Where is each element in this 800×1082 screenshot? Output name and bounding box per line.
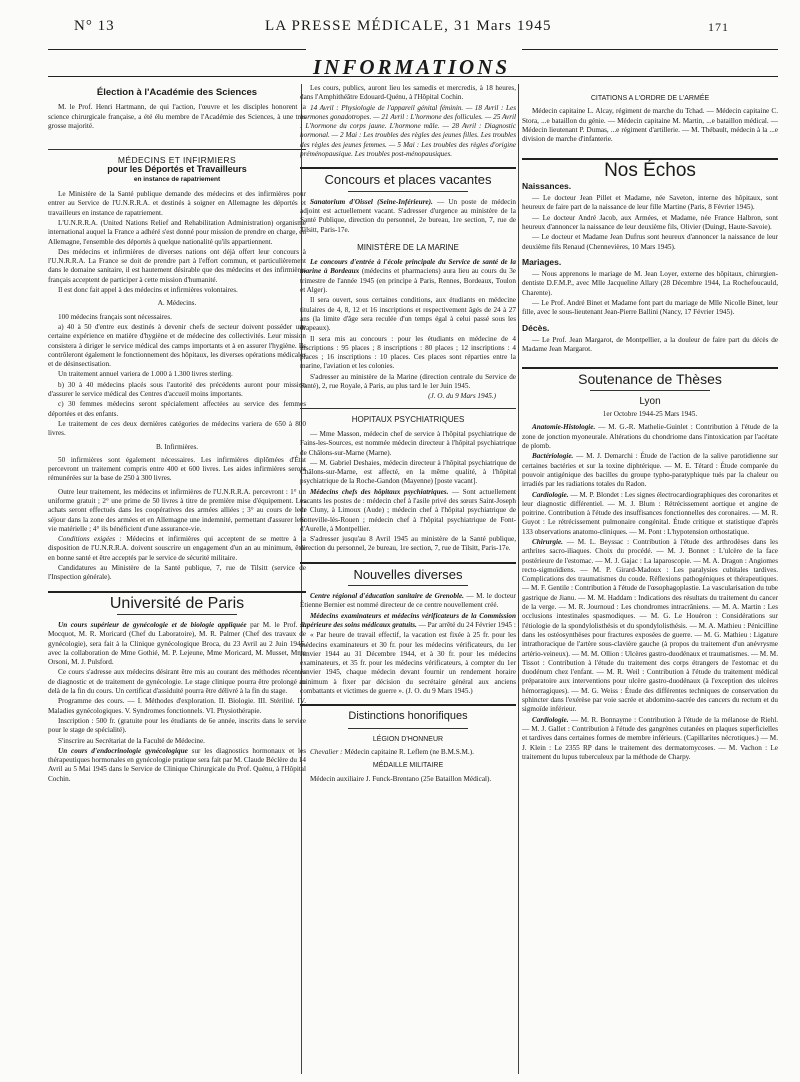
paragraph [48, 621, 306, 667]
echos-heading: Nos Échos [604, 160, 696, 182]
hopitaux-heading: HOPITAUX PSYCHIATRIQUES [351, 414, 465, 424]
theses-heading: Soutenance de Thèses [578, 370, 722, 387]
lead: Anatomie-Histologie. [532, 423, 596, 432]
paragraph [522, 491, 778, 537]
column-left [48, 84, 306, 1074]
text: Médecins et infirmières qui acceptent de se mettre à la disposition de l'U.N.R.R.A. doivent souscrire un engagement d'un an au minimum, être en bonne santé et être acceptés par le service de sécurité militaire. [48, 535, 306, 562]
paragraph: Médecin capitaine L. Alcay, régiment de marche du Tchad. — Médecin capitaine C. Stora, ...e bataillon du génie. — Médecin capitaine M. Martin, ...e bataillon médical. — Médecin lieutenant P. Dumas, ...e régiment d'artillerie. — M. Thébault, médecin à la ...e division de marche d'infanterie. [522, 107, 778, 144]
concours-heading: Concours et places vacantes [324, 172, 492, 188]
medecins-subheading: pour les Déportés et Travailleurs [107, 164, 247, 175]
divider [117, 614, 237, 615]
divider [522, 367, 778, 369]
paragraph [522, 538, 778, 715]
paragraph: — Nous apprenons le mariage de M. Jean Loyer, externe des hôpitaux, chirurgien-dentiste D.F.M.P., avec Mlle Jacqueline Allary (28 Décembre 1944, La Rochefoucauld, Charente). [522, 270, 778, 297]
subsection-label: B. Infirmières. [155, 442, 199, 451]
text: — M. P. Blondet : Les signes électrocardiographiques des coronarites et leur diagnostic différentiel. — M. J. Blum : Rétrécissement aortique et angine de poitrine. Contribution à l'étude des insuffisances fonctionnelles des coronaires. — M. R. Guyot : Le rétrécissement pulmonaire congénital. Étude critique et statistique d'après 133 observations anatomo-cliniques. — M. Pont : L'hypotension orthostatique. [522, 490, 778, 536]
lead: Médecins examinateurs et médecins vérificateurs de la Commission supérieure des soins médicaux gratuits. [300, 611, 516, 629]
paragraph: 100 médecins français sont nécessaires. [58, 312, 172, 321]
text: — Par arrêté du 24 Février 1945 : [416, 620, 516, 629]
lead: Chirurgie. [532, 537, 563, 546]
lead: Médecins chefs des hôpitaux psychiatriques. [310, 487, 449, 496]
lead: Un cours supérieur de gynécologie et de biologie appliquée [58, 620, 247, 629]
paragraph [300, 198, 516, 235]
divider [48, 149, 306, 150]
lead: Le concours d'entrée à l'école principale du Service de santé de la marine à Bordeaux [300, 258, 516, 276]
paragraph: Outre leur traitement, les médecins et infirmières de l'U.N.R.R.A. percevront : 1° un uniforme gratuit ; 2° une prime de 50 livres à titre de première mise d'équipement. Les achats seront effectués dans les coopératives des armées alliées ; 3° au cours de leur séjour dans la zone des armées et en Allemagne une indemnité, permettant d'assurer leur vie matérielle ; 4° ils bénéficient d'une assurance-vie. [48, 487, 306, 533]
marine-heading: MINISTÈRE DE LA MARINE [357, 242, 459, 252]
paragraph [300, 488, 516, 534]
paragraph: — Le docteur Jean Pillet et Madame, née Saveton, interne des hôpitaux, sont heureux de faire part de la naissance de leur fille Martine (Paris, 8 Février 1945). [522, 194, 778, 212]
divider [48, 591, 306, 593]
legion-heading: LÉGION D'HONNEUR [372, 735, 444, 743]
issue-number: N° 13 [74, 18, 115, 34]
divider [348, 585, 468, 586]
paragraph [48, 535, 306, 563]
text: (médecins et pharmaciens) aura lieu au cours du 3e trimestre de l'année 1945 (en principe à Paris, Rennes, Bordeaux, Toulon et Alger). [300, 267, 516, 295]
lead: Bactériologie. [532, 452, 574, 461]
lead: Cardiologie. [532, 490, 569, 499]
column-middle [300, 84, 516, 1074]
paragraph: Il sera ouvert, sous certaines conditions, aux étudiants en médecine titulaires de 4, 8, 12 et 16 inscriptions et respectivement âgés de 24 à 27 ans (la limite d'âge sera reculée d'un temps égal à celui passé sous les drapeaux). [300, 296, 516, 333]
citations-heading: CITATIONS A L'ORDRE DE L'ARMÉE [590, 95, 710, 102]
paragraph: L'U.N.R.R.A. (United Nations Relief and Rehabilitation Administration) organisme international auquel la France a adhéré s'est donné pour mission de prendre en charge, en Allemagne, l'ensemble des déportés à quelque nationalité qu'ils appartiennent. [48, 218, 306, 246]
divider [348, 191, 468, 192]
paragraph: a) 40 à 50 d'entre eux destinés à devenir chefs de secteur doivent posséder une certaine expérience en matière d'hygiène et de médecine des collectivités. Leur mission consistera à diriger le service médical des camps importants et à en assurer l'hygiène. Ils contrôleront également le fonctionnement des hôpitaux, les diverses opérations médicales et de désinsectisation. [48, 322, 306, 369]
title-rule-left [48, 49, 306, 50]
paragraph [300, 592, 516, 611]
paragraph: Inscription : 500 fr. (gratuite pour les étudiants de 6e année, inscrits dans le service pour le stage de spécialité). [48, 716, 306, 735]
mariages-heading: Mariages. [522, 256, 562, 267]
divider [590, 390, 710, 391]
text: — M. J. Demarchi : Étude de l'action de la salive parotidienne sur certaines bactéries et sur la toxine diphtérique. — M. E. Tétard : Étude comparée du pouvoir antigénique des bacilles du groupe typho-paratyphique tués par la chaleur ou irradiés par les radiations totales du Radon. [522, 452, 778, 489]
lead: Un cours d'endocrinologie gynécologique [58, 746, 188, 755]
theses-dates: 1er Octobre 1944-25 Mars 1945. [602, 410, 698, 419]
paragraph: — Le docteur et Madame Jean Dufrus sont heureux d'annoncer la naissance de leur deuxième fils Renaud (Chennevières, 10 Mars 1945). [522, 233, 778, 251]
paragraph [48, 747, 306, 784]
paragraph: « Par heure de travail effectif, la vacation est fixée à 25 fr. pour les médecins examinateurs et 30 fr. pour les médecins vérificateurs, du 1er Janvier 1944 au 31 Décembre 1944, et à 30 fr. pour les médecins examinateurs, et 35 fr. pour les médecins vérificateurs, à compter du 1er Janvier 1945, chaque médecin devant fournir un rendement horaire minimum à fixer par décision du secrétaire général aux anciens combattants et victimes de guerre ». (J. O. du 9 Mars 1945.) [300, 631, 516, 696]
text: Médecin capitaine R. Leflem (ne B.M.S.M.). [342, 747, 474, 756]
paragraph: Des médecins et infirmières de diverses nations ont déjà offert leur concours à l'U.N.R.R.A. La France se doit de prendre part à l'effort commun, et particulièrement dans le domaine sanitaire, il est hautement désirable que des médecins et des infirmières français acceptent de participer à cette mission d'humanité. [48, 247, 306, 284]
paragraph: Les cours, publics, auront lieu les samedis et mercredis, à 18 heures, dans l'Amphithéâtre Edouard-Quénu, à l'Hôpital Cochin. [300, 84, 516, 102]
paragraph: — Le Prof. André Binet et Madame font part du mariage de Mlle Nicolle Binet, leur fille, avec le sous-lieutenant Jean-Pierre Ballini (Nancy, 17 Février 1945). [522, 299, 778, 317]
medecins-heading: MÉDECINS ET INFIRMIERS [117, 155, 237, 166]
paragraph: S'inscrire au Secrétariat de la Faculté de Médecine. [58, 736, 205, 745]
lead: Cardiologie. [532, 715, 569, 724]
divider [300, 704, 516, 706]
paragraph [300, 748, 516, 757]
paragraph: 14 Avril : Physiologie de l'appareil génital féminin. — 18 Avril : Les hormones gonadotropes. — 21 Avril : L'hormone des follicules. — 25 Avril : L'hormone du corps jaune. L'hormone mâle. — 28 Avril : Diagnostic hormonal. — 2 Mai : Les troubles des règles des jeunes filles. Les troubles des règles des jeunes femmes. — 5 Mai : Les troubles des règles d'origine préménopausique. Les troubles post-ménopausiques. [300, 103, 516, 159]
paragraph: Programme des cours. — I. Méthodes d'exploration. II. Biologie. III. Stérilité. IV. Maladies gynécologiques. V. Syndromes fonctionnels. VI. Physiothérapie. [48, 697, 306, 715]
paragraph: S'adresser au ministère de la Marine (direction centrale du Service de Santé), 2, rue Royale, à Paris, au plus tard le 1er Juin 1945. [300, 372, 516, 391]
lead: Chevalier : [310, 747, 343, 756]
distinctions-heading: Distinctions honorifiques [348, 710, 468, 723]
source-note: (J. O. du 9 Mars 1945.) [428, 392, 496, 401]
lead: Centre régional d'éducation sanitaire de Grenoble. [310, 592, 464, 601]
text: — M. G.-R. Mathelie-Guinlet : Contribution à l'étude de la zone de jonction myoneurale. Altérations du chondriome dans l'intoxication par l'acétate de plomb. [522, 423, 778, 451]
academie-heading: Élection à l'Académie des Sciences [96, 87, 258, 98]
paragraph: Il est donc fait appel à des médecins et infirmières volontaires. [58, 286, 238, 295]
text: — Un poste de médecin adjoint est actuellement vacant. S'adresser d'urgence au ministère de la Santé Publique, direction du personnel, 2e bureau, 1re section, 7, rue de Tilsitt, Paris-17e. [300, 197, 516, 234]
paragraph: — M. Gabriel Deshaies, médecin directeur à l'hôpital psychiatrique de Châlons-sur-Marne, est affecté, en la même qualité, à l'hôpital psychiatrique de la Roche-Gandon (Mayenne) [poste vacant]. [300, 458, 516, 486]
universite-heading: Université de Paris [109, 594, 245, 612]
paragraph: Candidatures au Ministère de la Santé publique, 7, rue de Tilsitt (service de l'Inspection générale). [48, 564, 306, 582]
academie-text: M. le Prof. Henri Hartmann, de qui l'action, l'œuvre et les disciples honorent la science chirurgicale française, a été élu membre de l'Académie des Sciences, à une très grosse majorité. [48, 103, 306, 130]
text: — M. R. Bonnayme : Contribution à l'étude de la mélanose de Riehl. — M. J. Gallet : Contribution à l'étude des gangrènes cutanées en plaques superficielles et tardives dans certaines formes de membre inférieurs. (Capillarites nécrotiques.) — M. J. Klein : Le 2355 RP dans le traitement des dermatomycoses. — M. Vachon : Le traitement du lupus tuberculeux par la méthode de Charpy. [522, 715, 778, 761]
divider [348, 728, 468, 729]
paragraph: b) 30 à 40 médecins placés sous l'autorité des précédents auront pour mission d'assurer le service médical des Centres d'accueil moins importants. [48, 380, 306, 399]
page-number: 171 [708, 20, 729, 34]
divider [300, 167, 516, 169]
deces-heading: Décès. [522, 322, 550, 333]
text: — M. L. Beyssac : Contribution à l'étude des arthrodèses dans les arthrites sacro-iliaques. Choix du procédé. — M. J. Bonnet : L'ulcère de la face postérieure de l'estomac. — M. J. Gajac : La laparoscopie. — M. A. Dragon : Angiomes recto-sigmoïdiens. — M. P. Girard-Madoux : Les paralysies cubitales tardives. Complications des traumatismes du coude. Réflexions pathogéniques et thérapeutiques. — M. F. Gentile : Contribution à l'étude de l'œsophagoplastie. La vascularisation du tube gastrique de Jianu. — M. M. Haddam : Indications des résultats du traitement du cancer de la verge. — M. R. Journoud : Les chondromes intracrâniens. — M. A. Martin : Les occlusions intestinales spasmodiques. — M. G. Le Houéron : Considérations sur l'étiologie de la spondylolisthésis et du spondylolisthésis. — M. A. Mathieu : Pénicilline dans les ostéosynthèses pour fractures exposées de guerre. — M. G. Mathieu : Ligature intrathoracique de l'artère sous-clavière gauche (à propos du traitement d'un anévrysme artério-veineux). — M. M. Ollion : Ulcères gastro-duodénaux et traumatismes. — M. M. Tissot : Contribution à l'étude du traitement des corps étrangers de l'estomac et du duodénum chez l'enfant. — M. R. Weil : Contribution à l'étude du traitement médical préparatoire aux interventions pour ulcère gastro-duodénaux (à l'exception des ulcères hémorragiques). — M. G. Weiss : Étude des différentes techniques de conservation du sphincter dans l'exérèse par voie sacrée et abdomino-sacrée des cancers du rectum et du sigmoïde inférieur. [522, 537, 778, 714]
paragraph [300, 612, 516, 631]
section-title: INFORMATIONS [313, 55, 511, 79]
paragraph: 50 infirmières sont également nécessaires. Les infirmières diplômées d'État percevront un traitement compris entre 400 et 600 livres. Les aides infirmières seront rémunérées sur la base de 250 à 300 livres. [48, 455, 306, 483]
medaille-heading: MÉDAILLE MILITAIRE [372, 762, 444, 770]
lead: Sanatorium d'Oissel (Seine-Inférieure). [310, 197, 433, 206]
naissances-heading: Naissances. [522, 180, 572, 191]
paragraph: Le Ministère de la Santé publique demande des médecins et des infirmières pour entrer au Service de l'U.N.R.R.A. et destinés à soigner en Allemagne les déportés et travailleurs en instance de rapatriement. [48, 190, 306, 217]
paragraph: c) 30 femmes médecins seront spécialement affectées au service des femmes déportées et des enfants. [48, 400, 306, 418]
divider [300, 562, 516, 564]
paragraph: Ce cours s'adresse aux médecins désirant être mis au courant des méthodes récentes de diagnostic et de traitement de gynécologie. Le stage clinique pourra être prolongé au delà de la fin du cours. Un certificat d'assiduité pourra être délivré à la fin du stage. [48, 668, 306, 696]
text: sur les diagnostics hormonaux et les thérapeutiques hormonales en gynécologie pratique sera fait par M. Claude Béclère du 14 Avril au 5 Mai 1945 dans le Service de Clinique Chirurgicale du Prof. Quénu, à l'Hôpital Cochin. [48, 746, 306, 783]
theses-city: Lyon [639, 395, 661, 407]
paragraph: — Le Prof. Jean Margarot, de Montpellier, a la douleur de faire part du décès de Madame Jean Margarot. [522, 335, 778, 354]
paragraph: S'adresser jusqu'au 8 Avril 1945 au ministère de la Santé publique, direction du personnel, 2e bureau, 1re section, 7, rue de Tilsitt, Paris-17e. [300, 535, 516, 553]
paragraph: — Le docteur André Jacob, aux Armées, et Madame, née France Halbron, sont heureux d'annoncer la naissance de leur deuxième fils, Olivier (Duingt, Haute-Savoie). [522, 213, 778, 231]
paragraph: Le traitement de ces deux dernières catégories de médecins variera de 650 à 800 livres. [48, 419, 306, 438]
divider [300, 408, 516, 409]
paragraph: Un traitement annuel variera de 1.000 à 1.300 livres sterling. [58, 370, 233, 379]
paragraph [522, 452, 778, 489]
text: par M. le Prof. P. Mocquot, M. R. Moricard (Chef du Laboratoire), M. R. Palmer (Chef des travaux de gynécologie), sera fait à la Clinique gynécologique Broca, du 23 Avril au 2 Juin 1945, avec la collaboration de Mme Gothié, M. P. Lejeune, Mme Moricard, M. Musset, Mme Orsoni, M. J. Pulsford. [48, 620, 306, 667]
subsection-label: A. Médecins. [157, 299, 197, 308]
label: Conditions exigées : [58, 535, 122, 544]
medecins-subsubheading: en instance de rapatriement [133, 175, 221, 183]
column-right [522, 84, 778, 1074]
nouvelles-heading: Nouvelles diverses [353, 566, 463, 582]
column-divider [518, 84, 519, 1074]
paragraph [522, 423, 778, 451]
page-header [0, 0, 800, 34]
title-rule-right [522, 49, 778, 50]
paragraph: Il sera mis au concours : pour les étudiants en médecine de 4 inscriptions : 95 places ; 8 inscriptions : 80 places ; 12 inscriptions : 4 places ; 16 inscriptions : 10 places. Ces places sont réparties entre la marine, l'aviation et les colonies. [300, 334, 516, 371]
text: — Sont actuellement vacants les postes de : médecin chef à l'asile privé des sœurs Saint-Joseph de Cluny, à Limoux (Aude) ; médecin chef à l'hôpital psychiatrique de Sotteville-lès-Rouen ; médecin chef à l'hôpital psychiatrique de Font-d'Aurelle, à Montpellier. [300, 487, 516, 533]
paragraph: — Mme Masson, médecin chef de service à l'hôpital psychiatrique de Fains-les-Sources, est nommée médecin directeur à l'hôpital psychiatrique de Châlons-sur-Marne (Marne). [300, 429, 516, 457]
paragraph [522, 716, 778, 762]
paragraph: Médecin auxiliaire J. Funck-Brentano (25e Bataillon Médical). [310, 774, 492, 783]
text: — M. le docteur Étienne Bernier est nommé directeur de ce centre nouvellement créé. [300, 592, 516, 610]
journal-title: LA PRESSE MÉDICALE, 31 Mars 1945 [265, 18, 552, 34]
paragraph [300, 258, 516, 295]
